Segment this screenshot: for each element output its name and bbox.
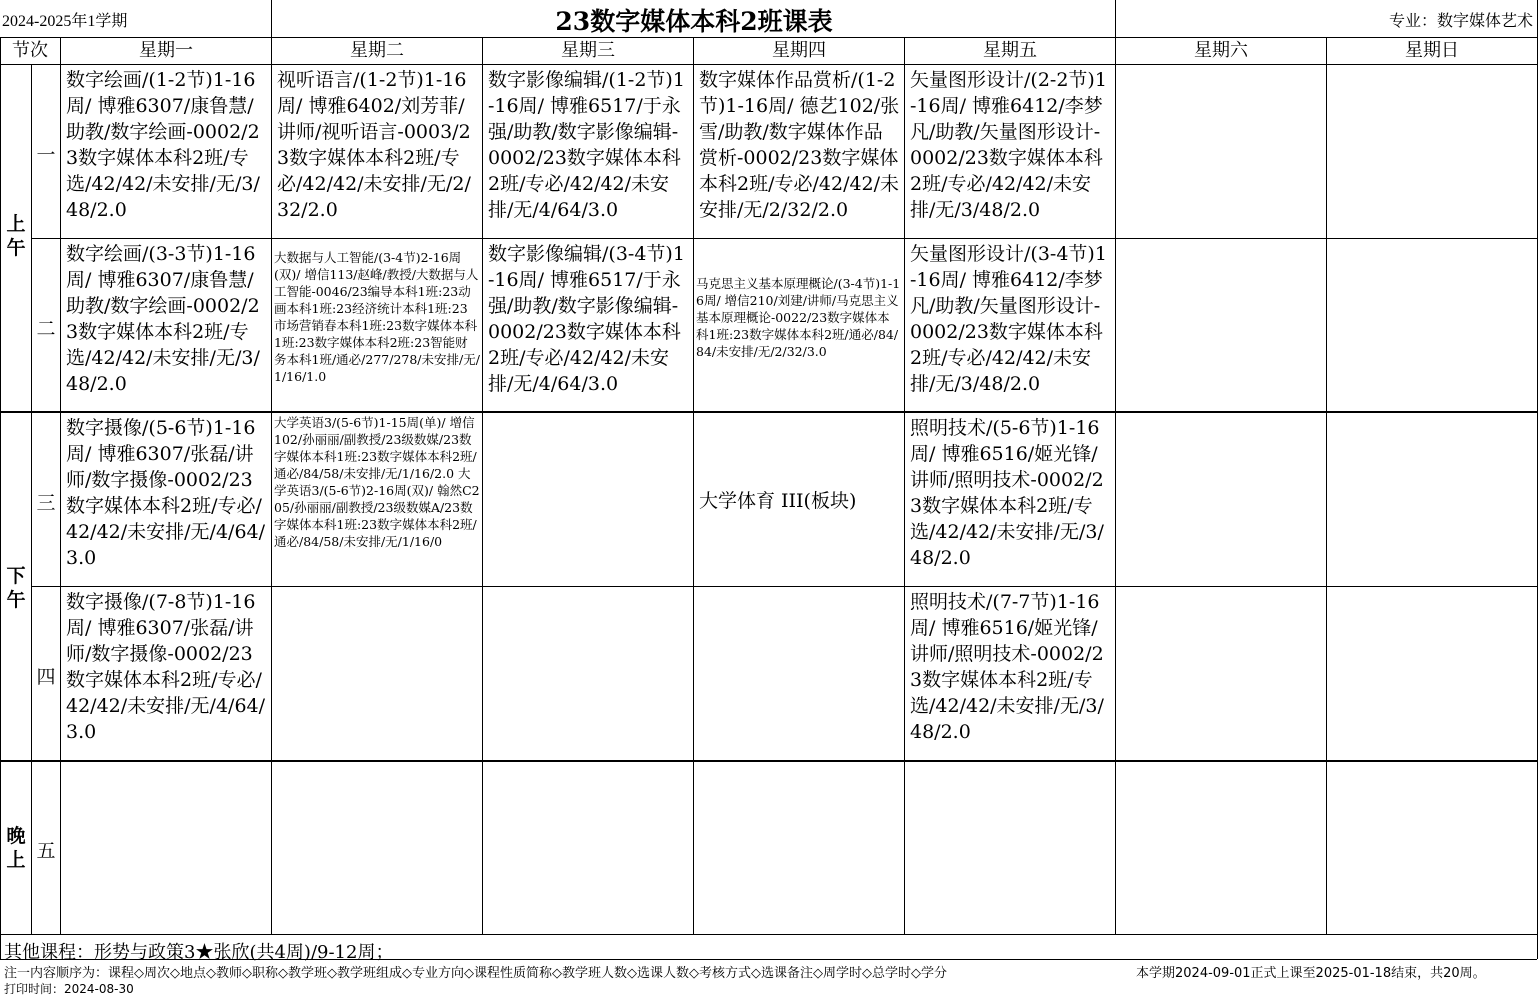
period-3: 三 [36,492,56,514]
block-morning-label: 上午 [6,213,26,259]
col-header-period: 节次 [12,40,48,61]
course-cell[interactable]: 视听语言/(1-2节)1-16周/ 博雅6402/刘芳菲/讲师/视听语言-0003/23数字媒体本科2班/专必/42/42/未安排/无/2/32/2.0 [277,69,471,221]
course-cell[interactable]: 大数据与人工智能/(3-4节)2-16周(双)/ 增信113/赵峰/教授/大数据与人工智能-0046/23编导本科1班:23动画本科1班:23经济统计本科1班:23市场营销春本科1班:23数字媒体本科1班:23数字媒体本科2班:23智能财务本科1班/通必/277/278/未安排/无/1/16/1.0 [274,250,480,384]
course-cell[interactable] [483,587,693,760]
course-cell[interactable]: 数字绘画/(3-3节)1-16周/ 博雅6307/康鲁慧/助教/数字绘画-0002/23数字媒体本科2班/专选/42/42/未安排/无/3/48/2.0 [66,243,260,395]
col-header-monday: 星期一 [139,40,193,61]
course-cell[interactable]: 矢量图形设计/(3-4节)1-16周/ 博雅6412/李梦凡/助教/矢量图形设计-0002/23数字媒体本科2班/专必/42/42/未安排/无/3/48/2.0 [910,243,1107,395]
course-cell[interactable]: 马克思主义基本原理概论/(3-4节)1-16周/ 增信210/刘建/讲师/马克思主义基本原理概论-0022/23数字媒体本科1班:23数字媒体本科2班/通必/84/84/未安排/无/2/32/3.0 [696,276,901,359]
grid-line [0,760,1537,762]
block-afternoon [1,564,31,612]
course-cell[interactable] [483,413,693,586]
grid-line [482,37,483,934]
other-courses: 其他课程：形势与政策3★张欣(共4周)/9-12周； [4,942,394,963]
grid-line [904,37,905,934]
block-evening-label: 晚上 [6,825,26,871]
grid-line [693,37,694,934]
grid-line [1326,37,1327,934]
block-afternoon-label: 下午 [6,565,26,611]
course-cell[interactable]: 数字影像编辑/(1-2节)1-16周/ 博雅6517/于永强/助教/数字影像编辑-0002/23数字媒体本科2班/专必/42/42/未安排/无/4/64/3.0 [488,69,685,221]
course-cell[interactable]: 数字摄像/(7-8节)1-16周/ 博雅6307/张磊/讲师/数字摄像-0002/23数字媒体本科2班/专必/42/42/未安排/无/4/64/3.0 [66,591,266,743]
grid-line [31,586,1537,587]
col-header-tuesday: 星期二 [350,40,404,61]
grid-line [31,238,1537,239]
major-label: 专业：数字媒体艺术 [1388,11,1533,30]
print-time: 打印时间：2024-08-30 [4,982,134,996]
course-cell[interactable]: 数字媒体作品赏析/(1-2节)1-16周/ 德艺102/张雪/助教/数字媒体作品赏析-0002/23数字媒体本科2班/专必/42/42/未安排/无/2/32/2.0 [699,69,900,221]
grid-line [0,411,1537,413]
content-order-note: 注一内容顺序为：课程◇周次◇地点◇教师◇职称◇教学班◇教学班组成◇专业方向◇课程性质简称◇教学班人数◇选课人数◇考核方式◇选课备注◇周学时◇总学时◇学分 [4,966,947,981]
grid-line [1115,0,1116,934]
course-cell[interactable]: 数字影像编辑/(3-4节)1-16周/ 博雅6517/于永强/助教/数字影像编辑-0002/23数字媒体本科2班/专必/42/42/未安排/无/4/64/3.0 [488,243,685,395]
course-cell[interactable]: 大学体育 III(板块) [699,489,857,512]
grid-line [0,37,1,959]
course-cell[interactable]: 矢量图形设计/(2-2节)1-16周/ 博雅6412/李梦凡/助教/矢量图形设计-0002/23数字媒体本科2班/专必/42/42/未安排/无/3/48/2.0 [910,69,1107,221]
grid-line [1537,0,1538,959]
block-evening [1,824,31,872]
course-cell[interactable]: 数字摄像/(5-6节)1-16周/ 博雅6307/张磊/讲师/数字摄像-0002/23数字媒体本科2班/专必/42/42/未安排/无/4/64/3.0 [66,417,266,569]
grid-line [0,64,1537,65]
semester-range: 本学期2024-09-01正式上课至2025-01-18结束，共20周。 [1136,966,1486,981]
grid-line [0,934,1537,935]
course-cell[interactable]: 照明技术/(7-7节)1-16周/ 博雅6516/姬光锋/讲师/照明技术-0002/23数字媒体本科2班/专选/42/42/未安排/无/3/48/2.0 [910,591,1104,743]
period-2: 二 [36,318,56,340]
course-cell[interactable] [272,587,482,760]
grid-line [271,0,272,934]
course-cell[interactable]: 照明技术/(5-6节)1-16周/ 博雅6516/姬光锋/讲师/照明技术-0002/23数字媒体本科2班/专选/42/42/未安排/无/3/48/2.0 [910,417,1104,569]
grid-line [0,37,1537,38]
semester-label: 2024-2025年1学期 [2,13,128,30]
period-1: 一 [36,144,56,166]
block-morning [1,212,31,260]
col-header-saturday: 星期六 [1194,40,1248,61]
grid-line [60,37,61,934]
course-cell[interactable]: 数字绘画/(1-2节)1-16周/ 博雅6307/康鲁慧/助教/数字绘画-0002/23数字媒体本科2班/专选/42/42/未安排/无/3/48/2.0 [66,69,260,221]
period-5: 五 [36,840,56,862]
grid-line [31,64,32,934]
col-header-wednesday: 星期三 [561,40,615,61]
page-title: 23数字媒体本科2班课表 [555,7,833,36]
col-header-thursday: 星期四 [772,40,826,61]
course-cell[interactable] [694,587,904,760]
col-header-friday: 星期五 [983,40,1037,61]
period-4: 四 [36,666,56,688]
col-header-sunday: 星期日 [1405,40,1459,61]
course-cell[interactable]: 大学英语3/(5-6节)1-15周(单)/ 增信102/孙丽丽/副教授/23级数媒/23数字媒体本科1班:23数字媒体本科2班/通必/84/58/未安排/无/1/16/2.0 大学英语3/(5-6节)2-16周(双)/ 翰然C205/孙丽丽/副教授/23级数媒A/23数字媒体本科1班:23数字媒体本科2班/通必/84/58/未安排/无/1/16/0 [274,415,480,549]
